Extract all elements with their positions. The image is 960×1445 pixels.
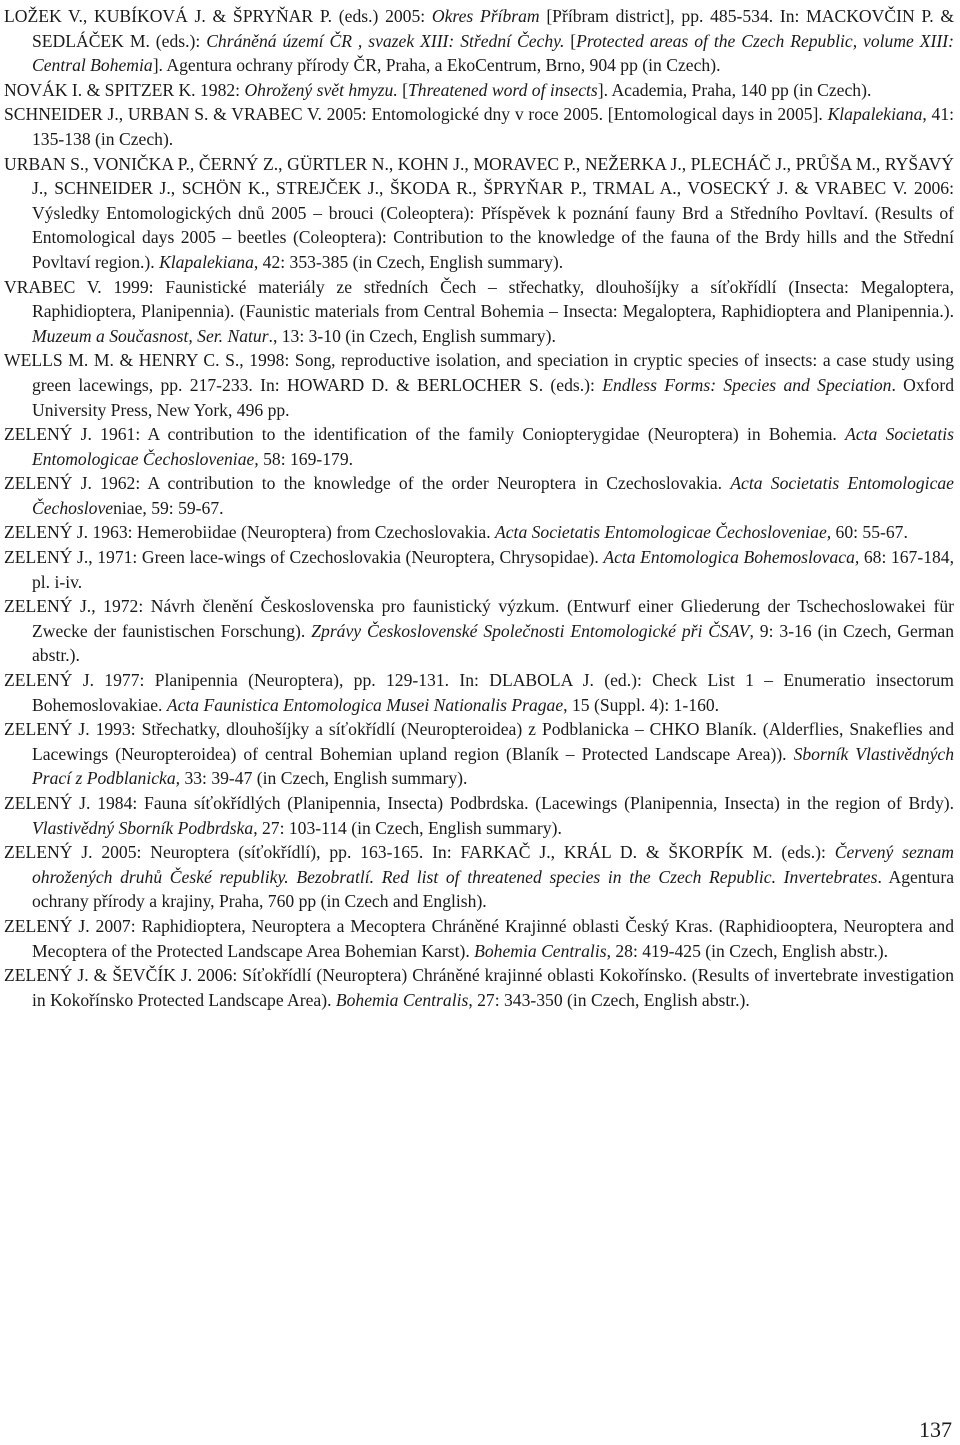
reference-title-italic: Acta Entomologica Bohemoslovaca, (603, 547, 860, 568)
reference-text: ZELENÝ J. 1962: A contribution to the knowledge of the order Neuroptera in Czechoslovakia. (4, 473, 731, 494)
reference-title-italic: Vlastivědný Sborník Podbrdska (32, 817, 254, 838)
reference-text: ZELENÝ J. 1984: Fauna síťokřídlých (Planipennia, Insecta) Podbrdska. (Lacewings (Planipennia, Insecta) in the region of Brdy). (4, 793, 954, 813)
reference-text: ZELENÝ J., 1971: Green lace-wings of Czechoslovakia (Neuroptera, Chrysopidae). (4, 547, 604, 568)
reference-text: , 41: 135-138 (in Czech). (32, 104, 955, 149)
reference-title-italic: Bohemia Centralis (335, 989, 469, 1010)
reference-text: SCHNEIDER J., URBAN S. & VRABEC V. 2005: Entomologické dny v roce 2005. [Entomological days in 2005]. (4, 104, 828, 125)
reference-text: ZELENÝ J. 1961: A contribution to the identification of the family Coniopterygidae (Neuroptera) in Bohemia. (4, 424, 846, 445)
reference-text: ., 13: 3-10 (in Czech, English summary). (268, 325, 556, 346)
reference-text: ZELENÝ J. 2007: Raphidioptera, Neuroptera a Mecoptera Chráněné Krajinné oblasti Český Kras. (Raphidiooptera, Neuroptera and Mecoptera of the Protected Landscape Area Bohemian Karst). (4, 915, 954, 961)
reference-text: , 27: 343-350 (in Czech, English abstr.). (468, 989, 750, 1010)
reference-text: ]. Agentura ochrany přírody ČR, Praha, a EkoCentrum, Brno, 904 pp (in Czech). (152, 55, 721, 76)
reference-entry (4, 275, 954, 349)
reference-title-italic: Acta Societatis Entomologicae Čechosloveniae, (32, 424, 954, 469)
reference-text: [Příbram district], pp. 485-534. In: MACKOVČIN P. & SEDLÁČEK M. (eds.): (32, 6, 955, 51)
reference-text: 58: 169-179. (258, 448, 354, 469)
reference-text: . Oxford University Press, New York, 496 pp. (32, 374, 954, 420)
reference-title-italic: Bohemia Centralis (474, 940, 607, 961)
reference-list (4, 4, 954, 1012)
reference-entry (4, 594, 954, 668)
reference-text: . Agentura ochrany přírody a krajiny, Praha, 760 pp (in Czech and English). (32, 866, 954, 912)
reference-entry (4, 717, 954, 791)
reference-text: ZELENÝ J. 1963: Hemerobiidae (Neuroptera) from Czechoslovakia. (4, 522, 495, 543)
reference-entry (4, 348, 954, 422)
reference-text: , 42: 353-385 (in Czech, English summary). (253, 251, 564, 272)
reference-title-italic: Acta Faunistica Entomologica Musei Nationalis Pragae (166, 694, 564, 715)
reference-title-italic: Klapalekiana (159, 251, 254, 272)
reference-text: , 28: 419-425 (in Czech, English abstr.). (606, 940, 889, 961)
reference-entry (4, 152, 954, 275)
reference-entry (4, 668, 954, 717)
reference-title-italic: Muzeum a Současnost, Ser. Natur (32, 325, 269, 346)
reference-entry (4, 471, 954, 520)
reference-entry (4, 520, 954, 545)
reference-entry (4, 78, 954, 103)
reference-title-italic: Sborník Vlastivědných Prací z Podblanicka, (32, 743, 954, 789)
reference-entry (4, 963, 954, 1012)
reference-text: ZELENÝ J. 2005: Neuroptera (síťokřídlí), pp. 163-165. In: FARKAČ J., KRÁL D. & ŠKORPÍK M. (eds.): (4, 842, 835, 863)
reference-entry (4, 840, 954, 914)
reference-text: niae, 59: 59-67. (113, 497, 224, 518)
reference-text: [ (564, 30, 577, 51)
reference-text: URBAN S., VONIČKA P., ČERNÝ Z., GÜRTLER N., KOHN J., MORAVEC P., NEŽERKA J., PLECHÁČ J., PRŮŠA M., RYŠAVÝ J., SCHNEIDER J., SCHÖN K., STREJČEK J., ŠKODA R., ŠPRYŇAR P., TRMAL A., VOSECKÝ J. & VRABEC V. 2006: Výsledky Entomologických dnů 2005 – brouci (Coleoptera): Příspěvek k poznání fauny Brd a Středního Povltaví. (Results of Entomological days 2005 – beetles (Coleoptera): Contribution to the knowledge of the fauna of the Brdy hills and the Střední Povltaví region.). (4, 153, 954, 272)
reference-text: 60: 55-67. (831, 522, 908, 543)
reference-entry (4, 791, 954, 840)
reference-title-italic: Zprávy Československé Společnosti Entomologické při ČSAV (311, 620, 750, 641)
reference-entry (4, 545, 954, 594)
reference-title-italic: Endless Forms: Species and Speciation (602, 374, 892, 395)
reference-text: 68: 167-184, pl. i-iv. (32, 547, 955, 592)
reference-text: LOŽEK V., KUBÍKOVÁ J. & ŠPRYŇAR P. (eds.) 2005: (4, 6, 432, 26)
reference-text: NOVÁK I. & SPITZER K. 1982: (4, 79, 245, 100)
reference-title-italic: Acta Societatis Entomologicae Čechosloveniae, (495, 522, 832, 543)
reference-entry (4, 422, 954, 471)
reference-text: WELLS M. M. & HENRY C. S., 1998: Song, reproductive isolation, and speciation in cryptic species of insects: a case study using green lacewings, pp. 217-233. In: HOWARD D. & BERLOCHER S. (eds.): (4, 350, 954, 395)
reference-text: , 15 (Suppl. 4): 1-160. (563, 694, 720, 715)
reference-text: 33: 39-47 (in Czech, English summary). (180, 768, 468, 789)
reference-text: ZELENÝ J., 1972: Návrh členění Československa pro faunistický výzkum. (Entwurf einer Gliederung der Tschechoslowakei für Zwecke der faunistischen Forschung). (4, 596, 954, 641)
reference-title-italic: Červený seznam ohrožených druhů České republiky. Bezobratlí. Red list of threatened species in the Czech Republic. Invertebrates (32, 842, 954, 887)
reference-text: ZELENÝ J. 1977: Planipennia (Neuroptera), pp. 129-131. In: DLABOLA J. (ed.): Check List 1 – Enumeratio insectorum Bohemoslovakiae. (4, 670, 954, 715)
reference-title-italic: Protected areas of the Czech Republic, volume XIII: Central Bohemia (32, 30, 954, 76)
reference-text: VRABEC V. 1999: Faunistické materiály ze středních Čech – střechatky, dlouhošíjky a síťokřídlí (Insecta: Megaloptera, Raphidioptera, Planipennia). (Faunistic materials from Central Bohemia – Insecta: Megaloptera, Raphidioptera and Planipennia.). (4, 276, 954, 322)
reference-entry (4, 914, 954, 963)
reference-entry (4, 102, 954, 151)
reference-entry (4, 4, 954, 78)
reference-text: , 9: 3-16 (in Czech, German abstr.). (32, 620, 954, 666)
reference-title-italic: Ohrožený svět hmyzu. (244, 79, 398, 100)
reference-title-italic: Acta Societatis Entomologicae Čechoslove (32, 473, 954, 518)
reference-title-italic: Threatened word of insects (407, 79, 598, 100)
reference-title-italic: Klapalekiana (827, 104, 923, 125)
reference-text: [ (397, 79, 408, 100)
reference-text: ZELENÝ J. 1993: Střechatky, dlouhošíjky a síťokřídlí (Neuropteroidea) z Podblanicka – CHKO Blaník. (Alderflies, Snakeflies and Lacewings (Neuropteroidea) of central Bohemian upland region (Blaník – Protected Landscape Area)). (4, 719, 954, 764)
reference-text: ZELENÝ J. & ŠEVČÍK J. 2006: Síťokřídlí (Neuroptera) Chráněné krajinné oblasti Kokořínsko. (Results of invertebrate investigation in Kokořínsko Protected Landscape Area). (4, 965, 954, 1010)
reference-title-italic: Chráněná území ČR , svazek XIII: Střední Čechy. (206, 30, 565, 51)
reference-text: ]. Academia, Praha, 140 pp (in Czech). (597, 79, 872, 100)
reference-title-italic: Okres Příbram (431, 6, 540, 26)
reference-text: , 27: 103-114 (in Czech, English summary). (253, 817, 562, 838)
page-number: 137 (919, 1417, 952, 1442)
